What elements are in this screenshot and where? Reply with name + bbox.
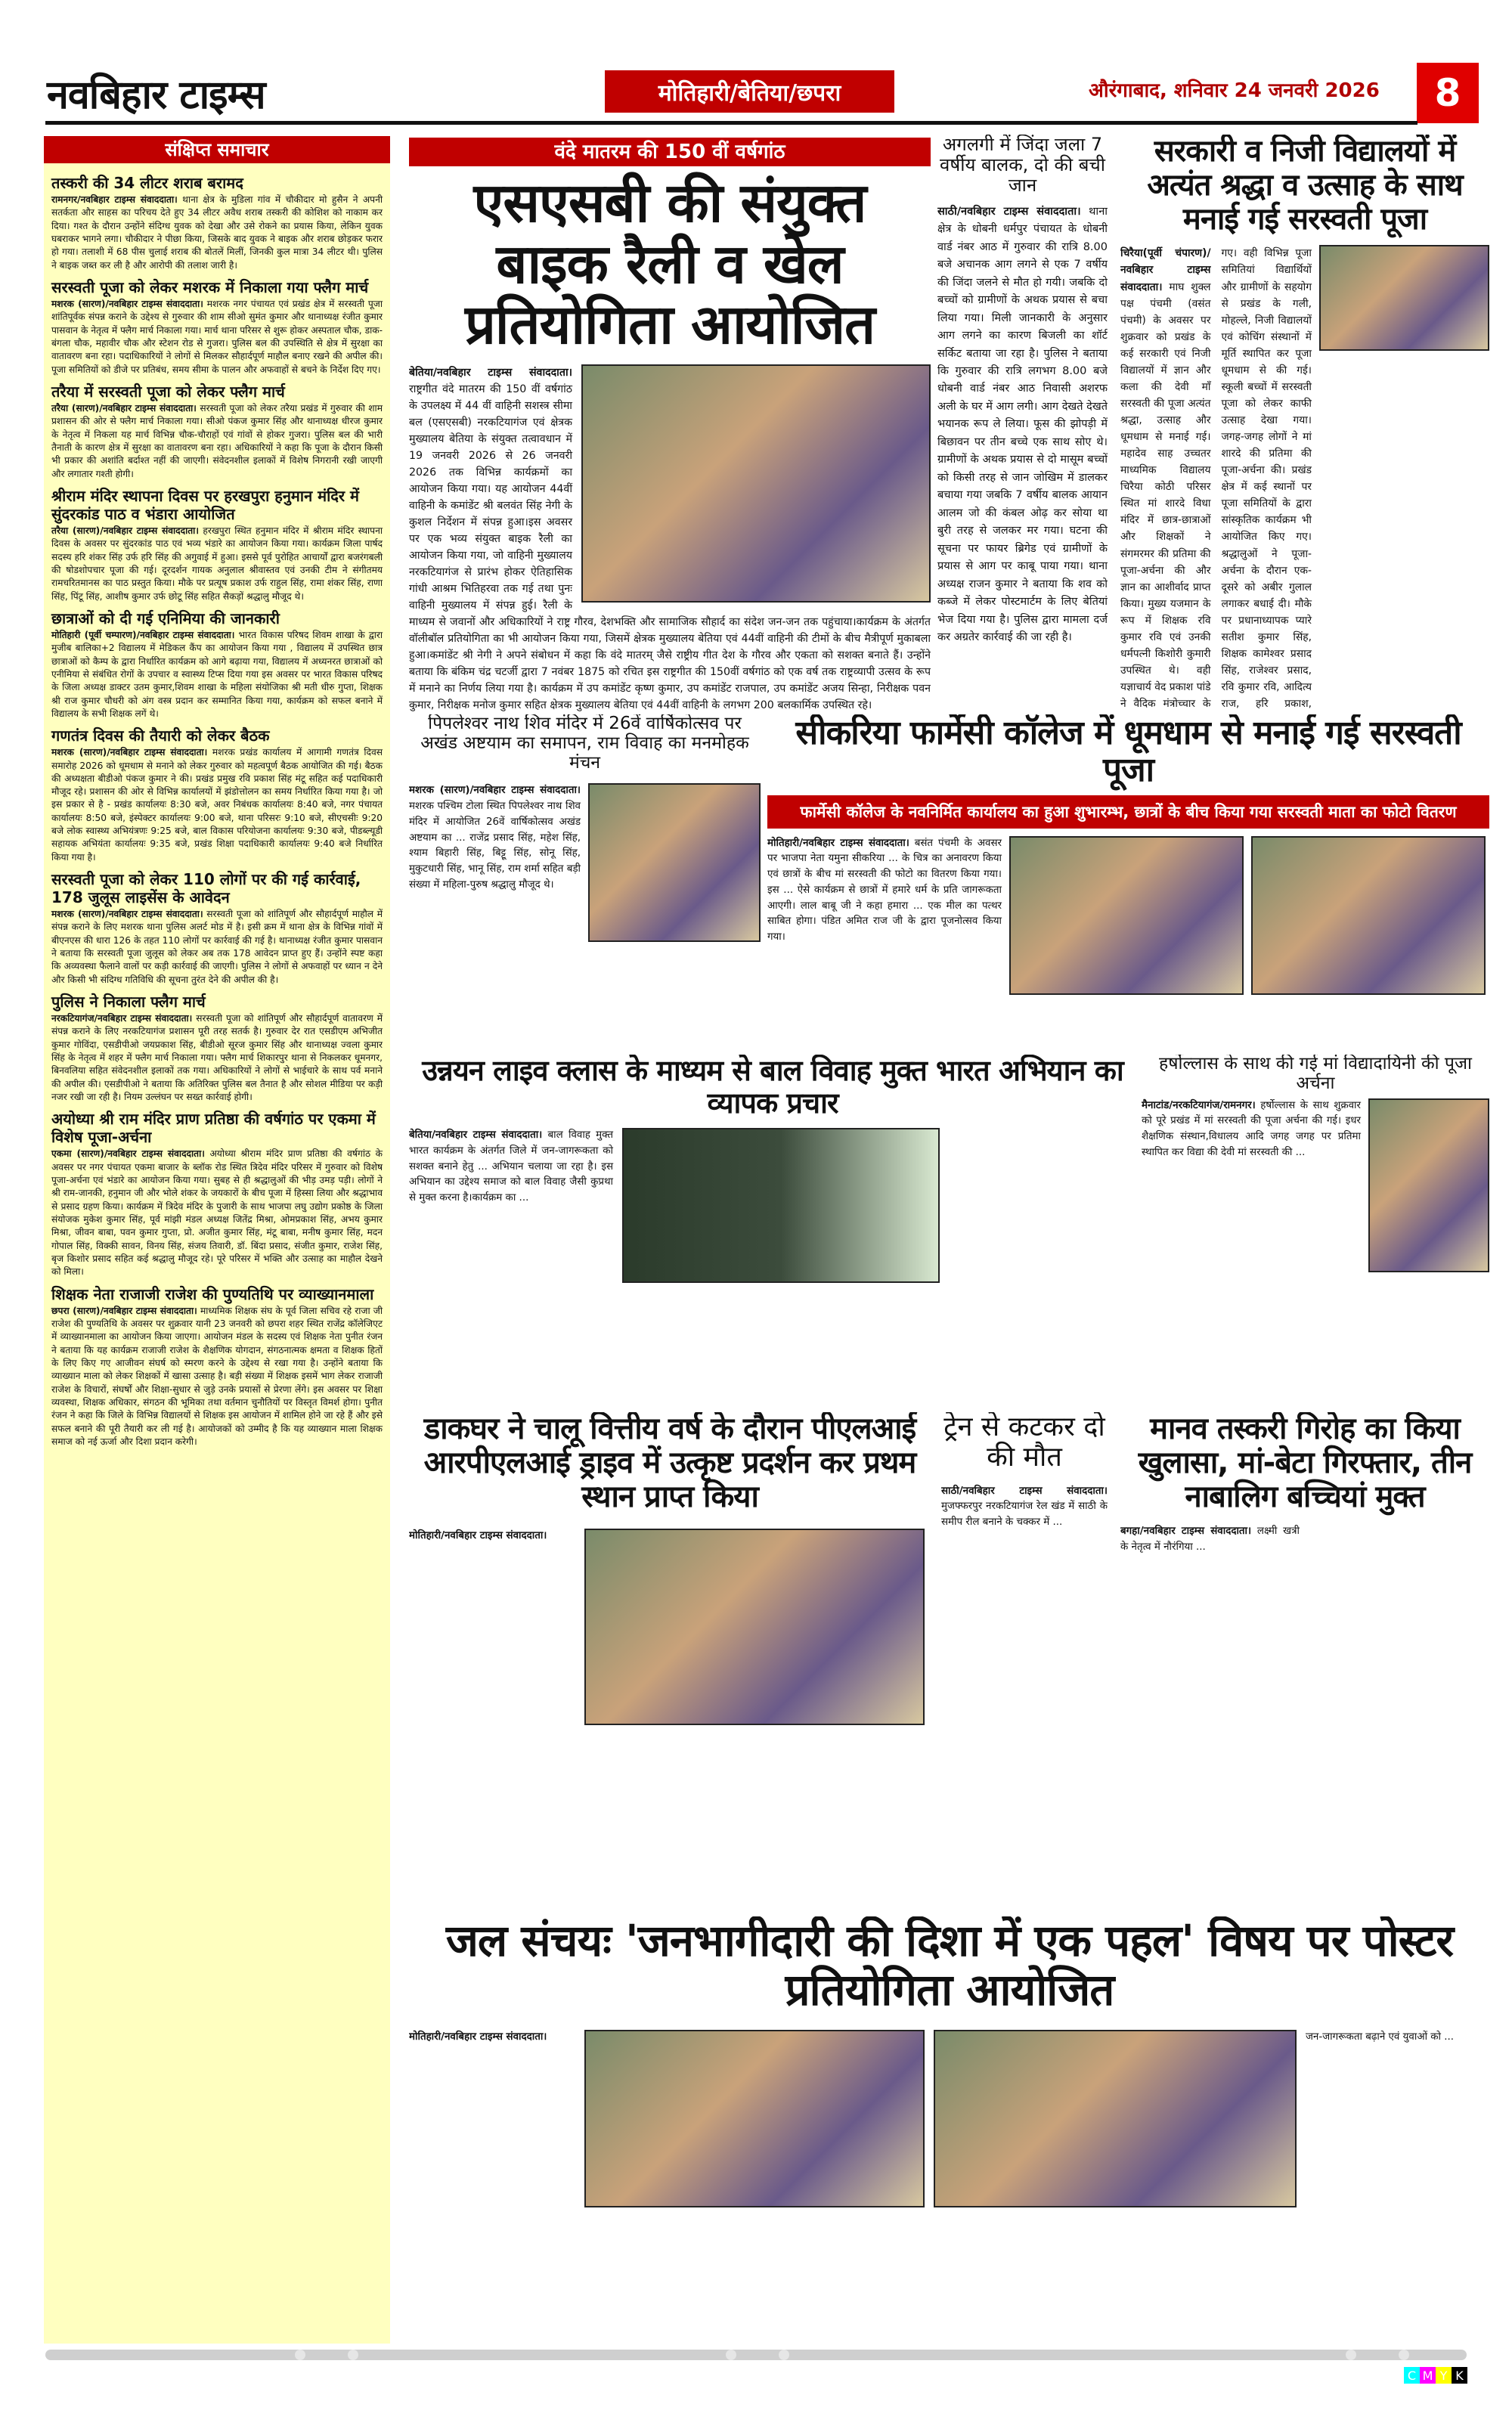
- brief-news-dateline: मशरक (सारण)/नवबिहार टाइम्स संवाददाता।: [51, 909, 203, 920]
- photo-college-puja-2: [1251, 836, 1486, 995]
- brief-news-list: [44, 163, 390, 1453]
- page-number: 8: [1417, 63, 1479, 123]
- brief-news-dateline: मशरक (सारण)/नवबिहार टाइम्स संवाददाता।: [51, 298, 203, 309]
- article-fire: [937, 135, 1108, 713]
- article-headline: पिपलेश्वर नाथ शिव मंदिर में 26वें वार्षिकोत्सव पर अखंड अष्टयाम का समापन, राम विवाह का मनमोहक मंचन: [420, 714, 749, 773]
- article-headline: डाकघर ने चालू वित्तीय वर्ष के दौरान पीएलआई आरपीएलआई ड्राइव में उत्कृष्ट प्रदर्शन कर प्रथम स्थान प्राप्त किया: [423, 1412, 916, 1514]
- article-harsh-puja: [1142, 1055, 1489, 1399]
- footer-bar: [45, 2350, 1467, 2360]
- brief-news-text: थाना क्षेत्र के मुडिला गांव में चौकीदार मो हुसैन ने अपनी सतर्कता और साहस का परिचय देते हुए 34 लीटर अवैध शराब तस्करी की कोशिश को नाकाम कर दिया। गश्त के दौरान उन्होंने संदिग्ध युवक को देखा और उसे रोकने का प्रयास किया, लेकिन युवक घबराकर भागने लगा। चौकीदार ने पीछा किया, जिसके बाद युवक ने बाइक और शराब छोड़कर फरार हो गया। तलाशी में 68 पीस चुलाई शराब की बोतलें मिलीं, जिनकी कुल मात्रा 34 लीटर थी। पुलिस ने बाइक जब्त कर ली है और आरोपी की तलाश जारी है।: [51, 194, 383, 271]
- photo-poster-competition-1: [584, 2030, 925, 2207]
- article-headline: अगलगी में जिंदा जला 7 वर्षीय बालक, दो की बची जान: [940, 135, 1105, 196]
- brief-news-body: [51, 525, 383, 603]
- article-text: थाना क्षेत्र के धोबनी धर्मपुर पंचायत के धोबनी वार्ड नंबर आठ में गुरुवार की रात्रि 8.00 बजे अचानक आग लगने से एक 7 वर्षीय की जिंदा जलने से मौत हो गयी। जबकि दो बच्चों को ग्रामीणों के अथक प्रयास से बचा लिया गया। मिली जानकारी के अनुसार आग लगने का कारण बिजली का शॉर्ट सर्किट बताया जा रहा है। पुलिस ने बताया कि गुरुवार की रात्रि लगभग 8.00 बजे धोबनी वार्ड नंबर आठ निवासी अशरफ अली के घर में आग लगी। आग देखते देखते भयानक रूप ले लिया। फूस की झोपड़ी में बिछावन पर तीन बच्चे एक साथ सोए थे। ग्रामीणों के अथक प्रयास से दो मासूम बच्चों को किसी तरह से जान जोखिम में डालकर बचाया गया जबकि 7 वर्षीय बालक आयान आलम जो की कंबल ओढ़ कर सोया था बुरी तरह से जलकर मर गया। घटना की सूचना पर फायर ब्रिगेड एवं ग्रामीणों के प्रयास से आग पर काबू पाया गया। थाना अध्यक्ष राजन कुमार ने बताया कि शव को कब्जे में लेकर पोस्टमार्टम के लिए बेतियां भेज दिया गया है। पुलिस द्वारा मामला दर्ज कर अग्रतेर कार्रवाई की जा रही है।: [937, 205, 1108, 644]
- edition-banner: मोतिहारी/बेतिया/छपरा: [605, 70, 894, 113]
- brief-news-headline: तस्करी की 34 लीटर शराब बरामद: [51, 174, 243, 192]
- brief-news-headline: श्रीराम मंदिर स्थापना दिवस पर हरखपुरा हनुमान मंदिर में सुंदरकांड पाठ व भंडारा आयोजित: [51, 486, 360, 523]
- issue-date: औरंगाबाद, शनिवार 24 जनवरी 2026: [1089, 79, 1380, 102]
- article-text: लक्ष्मी खत्री के नेतृत्व में नौरंगिया ...: [1120, 1526, 1300, 1554]
- brief-news-column: [44, 136, 390, 2344]
- photo-goddess-idol: [1368, 1098, 1489, 1272]
- brief-news-headline: छात्राओं को दी गई एनिमिया की जानकारी: [51, 609, 280, 627]
- article-dateline: बेतिया/नवबिहार टाइम्स संवाददाता।: [409, 366, 572, 379]
- masthead: नवबिहार टाइम्स: [47, 73, 265, 118]
- article-body: [1120, 1524, 1489, 1556]
- article-headline: जल संचयः 'जनभागीदारी की दिशा में एक पहल' विषय पर पोस्टर प्रतियोगिता आयोजित: [445, 1916, 1454, 2015]
- article-dateline: मशरक (सारण)/नवबिहार टाइम्स संवाददाता।: [409, 785, 581, 797]
- brief-news-dateline: एकमा (सारण)/नवबिहार टाइम्स संवाददाता।: [51, 1148, 205, 1160]
- article-body: [409, 2030, 575, 2207]
- brief-news-headline: पुलिस ने निकाला फ्लैग मार्च: [51, 993, 206, 1012]
- article-body: [941, 1484, 1108, 1531]
- brief-news-dateline: मशरक (सारण)/नवबिहार टाइम्स संवाददाता।: [51, 747, 208, 758]
- article-dateline: मैनाटांड/नरकटियागंज/रामनगर।: [1142, 1099, 1256, 1111]
- brief-news-body: [51, 746, 383, 864]
- brief-news-headline: सरस्वती पूजा को लेकर 110 लोगों पर की गई कार्रवाई, 178 जुलूस लाइसेंस के आवेदन: [51, 870, 361, 907]
- article-headline: सरकारी व निजी विद्यालयों में अत्यंत श्रद्धा व उत्साह के साथ मनाई गई सरस्वती पूजा: [1147, 135, 1463, 237]
- brief-news-text: मशरक प्रखंड कार्यालय में आगामी गणतंत्र दिवस समारोह 2026 को धूमधाम से मनाने को लेकर गुरुवार को महत्वपूर्ण बैठक आयोजित की गई। बैठक की अध्यक्षता बीडीओ पंकज कुमार ने की। प्रखंड प्रमुख रवि प्रकाश सिंह मंटू सहित कई पदाधिकारी मौजूद रहे। प्रशासन की ओर से विभिन्न कार्यालयों में झंडोत्तोलन का समय निर्धारित किया गया है। जो इस प्रकार से है - प्रखंड कार्यालयः 8:30 बजे, अवर निबंधक कार्यालयः 8:40 बजे, नगर पंचायत कार्यालयः 8:50 बजे, इंस्पेक्टर कार्यालयः 9:00 बजे, थाना परिसरः 9:10 बजे, सीएचसीः 9:20 बजे लोक स्वास्थ्य अभियंत्रणः 9:25 बजे, बाल विकास परियोजना कार्यालयः 9:30 बजे, पीडब्ल्यूडी सहायक अभियंता कार्यालयः 9:35 बजे, प्रखंड शिक्षा पदाधिकारी कार्यालयः 9:40 बजे निर्धारित किया गया है।: [51, 747, 383, 863]
- article-pipleshwar: [409, 714, 761, 1039]
- brief-news-body: [51, 1012, 383, 1104]
- brief-news-title: संक्षिप्त समाचार: [44, 136, 390, 163]
- brief-news-text: मशरक नगर पंचायत एवं प्रखंड क्षेत्र में सरस्वती पूजा शांतिपूर्वक संपन्न कराने के उद्देश्य से गुरुवार की शाम सीओ सुमंत कुमार और थानाध्यक्ष रंजीत कुमार पासवान के नेतृत्व में फ्लैग मार्च निकाला गया। मार्च थाना परिसर से शुरू होकर अस्पताल चौक, डाक-बंगला चौक, महावीर चौक और स्टेशन रोड से गुजरा। पुलिस बल की उपस्थिति से क्षेत्र में सुरक्षा का वातावरण बना रहा। पदाधिकारियों ने लोगों से मिलकर सौहार्दपूर्ण माहौल बनाए रखने की अपील की। पूजा समितियों को डीजे पर प्रतिबंध, समय सीमा के पालन और अफवाहों से बचने के निर्देश दिए गए।: [51, 298, 383, 375]
- article-dateline: मोतिहारी/नवबिहार टाइम्स संवाददाता।: [409, 2031, 547, 2043]
- article-unnayan: [409, 1055, 1136, 1399]
- brief-news-text: सरस्वती पूजा को लेकर तरैया प्रखंड में गुरुवार की शाम प्रशासन की ओर से फ्लैग मार्च निकाला गया। सीओ पंकज कुमार सिंह और थानाध्यक्ष धीरज कुमार के नेतृत्व में निकला यह मार्च विभिन्न चौक-चौराहों एवं गांवों से होकर गुजरा। पुलिस बल की भारी तैनाती के कारण क्षेत्र में सुरक्षा का वातावरण बना रहा। अधिकारियों ने कहा कि पूजा के दौरान किसी भी प्रकार की अशांति बर्दाश्त नहीं की जाएगी। संवेदनशील इलाकों में विशेष निगरानी रखी जाएगी और लगातार गश्ती होगी।: [51, 402, 383, 479]
- article-ssb: [409, 138, 931, 712]
- article-sikaria-college: [767, 714, 1489, 1039]
- brief-news-dateline: नरकटियागंज/नवबिहार टाइम्स संवाददाता।: [51, 1013, 193, 1024]
- brief-news-item: [51, 278, 383, 376]
- article-dateline: मोतिहारी/नवबिहार टाइम्स संवाददाता।: [767, 837, 909, 849]
- brief-news-dateline: तरैया (सारण)/नवबिहार टाइम्स संवाददाता।: [51, 525, 199, 536]
- article-body-continued: जन-जागरूकता बढ़ाने एवं युवाओं को ...: [1306, 2031, 1455, 2043]
- cmyk-swatch: M: [1420, 2367, 1436, 2384]
- article-dateline: मोतिहारी/नवबिहार टाइम्स संवाददाता।: [409, 1530, 547, 1542]
- article-headline: एसएसबी की संयुक्त बाइक रैली व खेल प्रतियोगिता आयोजित: [464, 171, 875, 357]
- article-body: [767, 836, 1002, 995]
- brief-news-dateline: मोतिहारी (पूर्वी चम्पारण)/नवबिहार टाइम्स संवाददाता।: [51, 629, 235, 640]
- photo-poster-competition-2: [934, 2030, 1297, 2207]
- brief-news-item: [51, 174, 383, 272]
- brief-news-text: अयोध्या श्रीराम मंदिर प्राण प्रतिष्ठा की वर्षगांठ के अवसर पर नगर पंचायत एकमा बाजार के ब्लॉक रोड स्थित त्रिदेव मंदिर परिसर में गुरुवार को विशेष पूजा-अर्चना एवं भंडारे का आयोजन किया गया। सुबह से ही श्रद्धालुओं की भीड़ उमड़ पड़ी। लोगों ने श्री राम-जानकी, हनुमान जी और भोले शंकर के जयकारों के बीच पूजा में हिस्सा लिया और श्रद्धाभाव से प्रसाद ग्रहण किया। कार्यक्रम में त्रिदेव मंदिर के पुजारी के साथ भाजपा लघु उद्योग प्रकोष्ठ के जिला संयोजक मुकेश कुमार सिंह, पूर्व मांझी मंडल अध्यक्ष जितेंद्र मिश्रा, ओमप्रकाश सिंह, अभय कुमार मिश्रा, जीवन बाबा, पवन कुमार गुप्ता, प्रो. अजीत कुमार सिंह, मंटू बाबा, मनीष कुमार सिंह, मदन गोपाल सिंह, विक्की सावन, विनय सिंह, संजय तिवारी, डॉ. बिंदा प्रसाद, संजीत कुमार, राजेश सिंह, बृज किशोर प्रसाद सहित कई श्रद्धालु मौजूद रहे। पूरे परिसर में भक्ति और उत्साह का माहौल देखने को मिला।: [51, 1148, 383, 1278]
- article-dateline: चिरैया(पूर्वी चंपारण)/नवबिहार टाइम्स संवाददाता।: [1120, 247, 1211, 293]
- brief-news-headline: सरस्वती पूजा को लेकर मशरक में निकाला गया फ्लैग मार्च: [51, 277, 369, 296]
- article-dateline: बेतिया/नवबिहार टाइम्स संवाददाता।: [409, 1129, 543, 1142]
- article-headline: हर्षोल्लास के साथ की गई मां विद्यादायिनी की पूजा अर्चना: [1159, 1055, 1472, 1093]
- article-dateline: साठी/नवबिहार टाइम्स संवाददाता।: [937, 205, 1081, 218]
- photo-saraswati-puja: [1319, 245, 1489, 351]
- article-text: माघ शुक्ल पक्ष पंचमी (वसंत पंचमी) के अवसर पर शुक्रवार को प्रखंड के कई सरकारी एवं निजी विद्यालयों में ज्ञान और कला की देवी माँ सरस्वती की पूजा अत्यंत श्रद्धा, उत्साह और धूमधाम से मनाई गई। महादेव साह उच्चतर माध्यमिक विद्यालय चिरैया कोठी परिसर स्थित मां शारदे विधा मंदिर में छात्र-छात्राओं और शिक्षकों ने संगमरमर की प्रतिमा की पूजा-अर्चना की और ज्ञान का आशीर्वाद प्राप्त किया। मुख्य यजमान के रूप में शिक्षक रवि कुमार रवि एवं उनकी धर्मपत्नी किशोरी कुमारी उपस्थित थे। वही यज्ञाचार्य वेद प्रकाश पांडे ने वैदिक मंत्रोच्चार के गए। वही विभिन्न पूजा समितियां विद्यार्थियों और ग्रामीणों के सहयोग से प्रखंड के गली, मोहल्ले, निजी विद्यालयों एवं कोचिंग संस्थानों में मूर्ति स्थापित कर पूजा धूमधाम से की गई। स्कूली बच्चों में सरस्वती पूजा को लेकर काफी उत्साह देखा गया। जगह-जगह लोगों ने मां शारदे की प्रतिमा की पूजा-अर्चना की। प्रखंड क्षेत्र में कई स्थानों पर पूजा समितियों के द्वारा सांस्कृतिक कार्यक्रम भी आयोजित किए गए। श्रद्धालुओं ने पूजा- अर्चना के दौरान एक-दूसरे को अबीर गुलाल लगाकर बधाई दी। मौके पर प्रधानाध्यापक प्यारे सतीश कुमार सिंह, शिक्षक कामेश्वर प्रसाद सिंह, राजेश्वर प्रसाद, रवि कुमार रवि, आदित्य राज, हरि प्रकाश,: [1120, 247, 1312, 711]
- cmyk-swatch: C: [1404, 2367, 1420, 2384]
- article-body: [937, 203, 1108, 647]
- article-saraswati-schools: [1120, 135, 1489, 713]
- article-subhead: फार्मेसी कॉलेज के नवनिर्मित कार्यालय का हुआ शुभारम्भ, छात्रों के बीच किया गया सरस्वती माता का फोटो वितरण: [767, 795, 1489, 829]
- article-train: [941, 1412, 1108, 1896]
- brief-news-item: [51, 870, 383, 987]
- photo-college-puja-1: [1009, 836, 1244, 995]
- article-banner: वंदे मातरम की 150 वीं वर्षगांठ: [409, 138, 931, 166]
- header-rule: [45, 121, 1418, 125]
- article-water-conservation: [409, 1916, 1490, 2340]
- brief-news-body: [51, 298, 383, 376]
- brief-news-body: [51, 1148, 383, 1278]
- brief-news-body: [51, 1305, 383, 1449]
- brief-news-headline: शिक्षक नेता राजाजी राजेश की पुण्यतिथि पर व्याख्यानमाला: [51, 1284, 374, 1303]
- article-trafficking: [1120, 1412, 1489, 1896]
- cmyk-registration-marks: [1404, 2367, 1467, 2384]
- article-body: [409, 1128, 613, 1283]
- article-headline: ट्रेन से कटकर दो की मौत: [943, 1412, 1105, 1473]
- brief-news-body: [51, 402, 383, 481]
- article-headline: मानव तस्करी गिरोह का किया खुलासा, मां-बेटा गिरफ्तार, तीन नाबालिग बच्चियां मुक्त: [1138, 1412, 1472, 1514]
- article-text: बाल विवाह मुक्त भारत कार्यक्रम के अंतर्गत जिले में जन-जागरूकता को सशक्त बनाने हेतु ... अभियान चलाया जा रहा है। इस अभियान का उद्देश्य समाज को बाल विवाह जैसी कुप्रथा से मुक्त करना है।कार्यक्रम का ...: [409, 1129, 613, 1204]
- article-body: [1120, 245, 1312, 713]
- article-text: बसंत पंचमी के अवसर पर भाजपा नेता यमुना सीकरिया ... के चित्र का अनावरण किया एवं छात्रों के बीच मां सरस्वती की फोटो का वितरण किया गया। इस ... ऐसे कार्यक्रम से छात्रों में हमारे धर्म के प्रति जागरूकता आएगी। लाल बाबू जी ने कहा हमारा ... एक मील का पत्थर साबित होगा। पंडित अमित राज जी के द्वारा पूजनोत्सव किया गया।: [767, 837, 1002, 943]
- article-post-office: [409, 1412, 931, 1896]
- article-headline: सीकरिया फार्मेसी कॉलेज में धूमधाम से मनाई गई सरस्वती पूजा: [795, 714, 1461, 790]
- brief-news-item: [51, 383, 383, 481]
- article-text: मशरक पश्चिम टोला स्थित पिपलेश्वर नाथ शिव मंदिर में आयोजित 26वें वार्षिकोत्सव अखंड अष्टयाम का ... राजेंद्र प्रसाद सिंह, महेश सिंह, श्याम बिहारी सिंह, बिट्टू सिंह, सोनू सिंह, मुकुटधारी सिंह, भानू सिंह, राम शर्मा सहित बड़ी संख्या में महिला-पुरुष श्रद्धालु मौजूद थे।: [409, 801, 581, 891]
- brief-news-body: [51, 629, 383, 720]
- article-dateline: बगहा/नवबिहार टाइम्स संवाददाता।: [1120, 1526, 1252, 1538]
- brief-news-text: सरस्वती पूजा को शांतिपूर्ण और सौहार्दपूर्ण वातावरण में संपन्न कराने के लिए नरकटियागंज प्रशासन पूरी तरह सतर्क है। गुरुवार देर रात एसडीएम अभिजीत कुमार गोविंदा, एसडीपीओ जयप्रकाश सिंह, बीडीओ सूरज कुमार सिंह और थानाध्यक्ष ज्वला कुमार सिंह के नेतृत्व में शहर में फ्लैग मार्च निकाला गया। फ्लैग मार्च शिकारपुर थाना से निकलकर धूमनगर, बिनवलिया सहित संवेदनशील इलाकों तक गया। अधिकारियों ने लोगों से भाईचारे के साथ पर्व मनाने की अपील की। एसडीपीओ ने बताया कि अतिरिक्त पुलिस बल तैनात है और सोशल मीडिया पर कड़ी नजर रखी जा रही है। नियम उल्लंघन पर सख्त कार्रवाई होगी।: [51, 1013, 383, 1103]
- brief-news-body: [51, 908, 383, 987]
- cmyk-swatch: Y: [1436, 2367, 1452, 2384]
- brief-news-item: [51, 727, 383, 864]
- brief-news-text: भारत विकास परिषद शिवम शाखा के द्वारा मुजीब बालिका+2 विद्यालय में मेडिकल कैंप का आयोजन किया गया , विद्यालय में उपस्थित छात्र छात्राओं को कैम्प के द्वारा निर्धारित कार्यक्रम को आगे बढ़ाया गया, विद्यालय में अध्यनरत छात्राओं को एनीमिया से संबंधित रोगों के उपचार व स्वास्थ्य टिप्स दिया गया इस अवसर पर भारत विकास परिषद के जिला अध्यक्ष डाक्टर उतम कुमार,शिवम शाखा के महिला संयोजिका श्री मती धीरु गुप्ता, शिक्षक श्री राज कुमार चौधरी को अंग वस्त्र प्रदान कर सम्मानित किया गया, कार्यक्रम को सफल बनाने में विद्यालय के सभी शिक्षक लगें थे।: [51, 629, 383, 719]
- brief-news-item: [51, 609, 383, 720]
- photo-temple-event: [588, 783, 761, 942]
- brief-news-item: [51, 487, 383, 603]
- cmyk-swatch: K: [1452, 2367, 1467, 2384]
- brief-news-text: हरखपुरा स्थित हनुमान मंदिर में श्रीराम मंदिर स्थापना दिवस के अवसर पर सुंदरकांड पाठ एवं भव्य भंडारे का आयोजन किया गया। कार्यक्रम जिला पार्षद सदस्य हरि शंकर सिंह उर्फ हरि सिंह की अगुवाई में हुआ। इससे पूर्व पुरोहित आचार्यों द्वारा बजरंगबली की षोडशोपचार पूजा की गई। दूरदर्शन गायक अनुलाल श्रीवास्तव एवं उनकी टीम ने संगीतमय रामचरितमानस का पाठ प्रस्तुत किया। मौके पर प्रत्यूष प्रकाश उर्फ राहुल सिंह, रामा शंकर सिंह, राणा सिंह, पिंटू सिंह, आशीष कुमार उर्फ छोटू सिंह सहित सैकड़ों श्रद्धालु मौजूद थे।: [51, 525, 383, 602]
- brief-news-text: माध्यमिक शिक्षक संघ के पूर्व जिला सचिव रहे राजा जी राजेश की पुण्यतिथि के अवसर पर शुक्रवार यानी 23 जनवरी को छपरा शहर स्थित राजेंद्र कॉलेजिएट में व्याख्यानमाला का आयोजन किया जाएगा। आयोजन मंडल के सदस्य एवं शिक्षक नेता पुनीत रंजन ने बताया कि यह कार्यक्रम राजाजी राजेश के शैक्षणिक योगदान, संगठनात्मक क्षमता व शिक्षक हितों के लिए किए गए आजीवन संघर्ष को स्मरण करने के उद्देश्य से रखा गया है। उन्होंने बताया कि व्याख्यान माला को लेकर शिक्षकों में खासा उत्साह है। बड़ी संख्या में शिक्षक इसमें भाग लेकर राजाजी राजेश के विचारों, संघर्षों और शिक्षा-सुधार से जुड़े उनके प्रयासों से प्रेरणा लेंगे। इस अवसर पर शिक्षा व्यवस्था, शिक्षक अधिकार, संगठन की भूमिका तथा वर्तमान चुनौतियों पर विस्तृत विमर्श होगा। पुनीत रंजन ने कहा कि जिले के विभिन्न विद्यालयों से शिक्षक इस आयोजन में शामिल होने जा रहे हैं और इसे सफल बनाने की पूरी तैयारी कर ली गई है। आयोजकों को उम्मीद है कि यह व्याख्यान माला शिक्षक समाज को नई ऊर्जा और दिशा प्रदान करेगी।: [51, 1305, 383, 1447]
- brief-news-dateline: रामनगर/नवबिहार टाइम्स संवाददाता।: [51, 194, 178, 205]
- brief-news-item: [51, 1110, 383, 1278]
- article-dateline: साठी/नवबिहार टाइम्स संवाददाता।: [941, 1485, 1108, 1497]
- photo-post-office-award: [584, 1529, 925, 1725]
- article-headline: उन्नयन लाइव क्लास के माध्यम से बाल विवाह मुक्त भारत अभियान का व्यापक प्रचार: [422, 1055, 1123, 1120]
- brief-news-headline: गणतंत्र दिवस की तैयारी को लेकर बैठक: [51, 727, 270, 745]
- brief-news-dateline: छपरा (सारण)/नवबिहार टाइम्स संवाददाता।: [51, 1305, 197, 1316]
- article-text: हर्षोल्लास के साथ शुक्रवार को पूरे प्रखंड में मां सरस्वती की पूजा अर्चना की गई। इधर शैक्षणिक संस्थान,विधालय आदि जगह जगह पर प्रतिमा स्थापित कर विद्या की देवी मां सरस्वती की ...: [1142, 1099, 1361, 1158]
- brief-news-dateline: तरैया (सारण)/नवबिहार टाइम्स संवाददाता।: [51, 402, 197, 414]
- article-body: [409, 1529, 575, 1725]
- brief-news-headline: तरैया में सरस्वती पूजा को लेकर फ्लैग मार्च: [51, 382, 285, 401]
- article-text: राष्ट्रगीत वंदे मातरम की 150 वीं वर्षगांठ के उपलक्ष्य में 44 वीं वाहिनी सशस्त्र सीमा बल (एसएसबी) नरकटियागंज एवं क्षेत्रक मुख्यालय बेतिया के संयुक्त तत्वावधान में 19 जनवरी 2026 से 26 जनवरी 2026 तक विभिन्न कार्यक्रमों का आयोजन किया गया। यह आयोजन 44वीं वाहिनी के कमांडेंट श्री बलवंत सिंह नेगी के कुशल निर्देशन में संपन्न हुआ।इस अवसर पर एक भव्य संयुक्त बाइक रैली का आयोजन किया गया, जो वाहिनी मुख्यालय नरकटियागंज से प्रारंभ होकर ऐतिहासिक गांधी आश्रम भितिहरवा तक गई तथा पुनः वाहिनी मुख्यालय में संपन्न हुई। रैली के माध्यम से जवानों और अधिकारियों ने राष्ट्र गौरव, देशभक्ति और सामाजिक सौहार्द का संदेश जन-जन तक पहुंचाया।कार्यक्रम के अंतर्गत वॉलीबॉल प्रतियोगिता का भी आयोजन किया गया, जिसमें क्षेत्रक मुख्यालय बेतिया एवं 44वीं वाहिनी की टीमों के बीच मैत्रीपूर्ण मुकाबला हुआ।कमांडेंट श्री नेगी ने अपने संबोधन में कहा कि वंदे मातरम् जैसे राष्ट्रीय गीत देश के गौरव और एकता को सशक्त बनाते हैं। उन्होंने बताया कि बंकिम चंद्र चटर्जी द्वारा 7 नवंबर 1875 को रचित इस राष्ट्रगीत की 150वीं वर्षगांठ को एक वर्ष तक राष्ट्रव्यापी उत्सव के रूप में मनाने का निर्णय लिया गया है। कार्यक्रम में उप कमांडेंट कृष्ण कुमार, उप कमांडेंट राजपाल, उप कमांडेंट अजय सिन्हा, निरीक्षक पवन कुमार, निरीक्षक मनोज कुमार सहित क्षेत्रक मुख्यालय बेतिया एवं 44वीं वाहिनी के लगभग 200 बलकार्मिक उपस्थित रहे।: [409, 383, 931, 711]
- article-text: मुजफ्फरपुर नरकटियागंज रेल खंड में साठी के समीप रील बनाने के चक्कर में ...: [941, 1501, 1108, 1529]
- brief-news-item: [51, 993, 383, 1104]
- brief-news-headline: अयोध्या श्री राम मंदिर प्राण प्रतिष्ठा की वर्षगांठ पर एकमा में विशेष पूजा-अर्चना: [51, 1110, 376, 1147]
- brief-news-body: [51, 194, 383, 272]
- brief-news-item: [51, 1285, 383, 1449]
- photo-live-class: [622, 1128, 940, 1283]
- photo-bike-rally: [581, 364, 931, 603]
- brief-news-text: सरस्वती पूजा को शांतिपूर्ण और सौहार्दपूर्ण माहौल में संपन्न कराने के लिए मशरक थाना पुलिस अलर्ट मोड में है। इसी क्रम में थाना क्षेत्र के विभिन्न गांवों में बीएनएस की धारा 126 के तहत 110 लोगों पर कार्रवाई की गई है। थानाध्यक्ष रंजीत कुमार पासवान ने बताया कि सरस्वती पूजा जुलूस को लेकर अब तक 178 आवेदन प्राप्त हुए हैं। उन्होंने स्पष्ट कहा कि अव्यवस्था फैलाने वालों पर कड़ी कार्रवाई की जाएगी। पुलिस ने लोगों से अफवाहों पर ध्यान न देने और किसी भी संदिग्ध गतिविधि की सूचना तुरंत देने की अपील की है।: [51, 909, 383, 985]
